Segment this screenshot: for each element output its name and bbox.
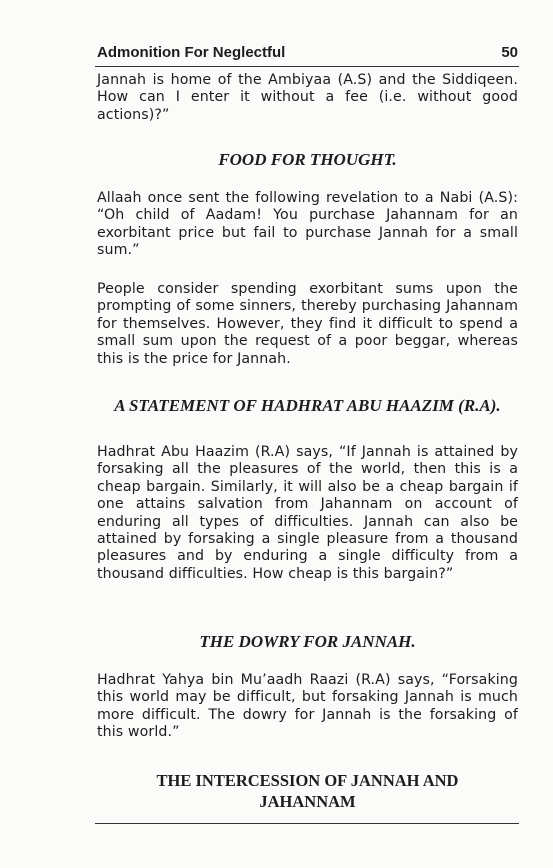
footer-rule	[95, 823, 519, 824]
food-paragraph-1: Allaah once sent the following revelation to a Nabi (A.S): “Oh child of Aadam! You purchase Jahannam for an exorbitant price but fail to purchase Jannah for a small sum.”	[97, 190, 518, 259]
dowry-heading: THE DOWRY FOR JANNAH.	[199, 632, 416, 651]
abu-haazim-paragraph: Hadhrat Abu Haazim (R.A) says, “If Jannah is attained by forsaking all the pleasures of the world, then this is a cheap bargain. Similarly, it will also be a cheap bargain if one attains salvation from Jahannam on account of enduring all types of difficulties. Jannah can also be attained by forsaking a single pleasure from a thousand pleasures and by enduring a single difficulty from a thousand difficulties. How cheap is this bargain?”	[97, 444, 518, 582]
intercession-heading-line-2: JAHANNAM	[259, 792, 356, 811]
dowry-paragraph: Hadhrat Yahya bin Mu’aadh Raazi (R.A) says, “Forsaking this world may be difficult, but forsaking Jannah is much more difficult. The dowry for Jannah is the forsaking of this world.”	[97, 672, 518, 741]
intro-paragraph: Jannah is home of the Ambiyaa (A.S) and the Siddiqeen. How can I enter it without a fee (i.e. without good actions)?”	[97, 72, 518, 123]
page-number: 50	[501, 44, 518, 61]
book-title: Admonition For Neglectful	[97, 44, 286, 61]
abu-haazim-heading: A STATEMENT OF HADHRAT ABU HAAZIM (R.A).	[114, 396, 501, 415]
header-rule	[95, 66, 519, 67]
intercession-heading-line-1: THE INTERCESSION OF JANNAH AND	[156, 771, 459, 790]
running-header	[97, 44, 518, 62]
food-for-thought-heading: FOOD FOR THOUGHT.	[218, 150, 397, 169]
food-paragraph-2: People consider spending exorbitant sums upon the prompting of some sinners, thereby purchasing Jahannam for themselves. However, they find it difficult to spend a small sum upon the request of a poor beggar, whereas this is the price for Jannah.	[97, 281, 518, 367]
